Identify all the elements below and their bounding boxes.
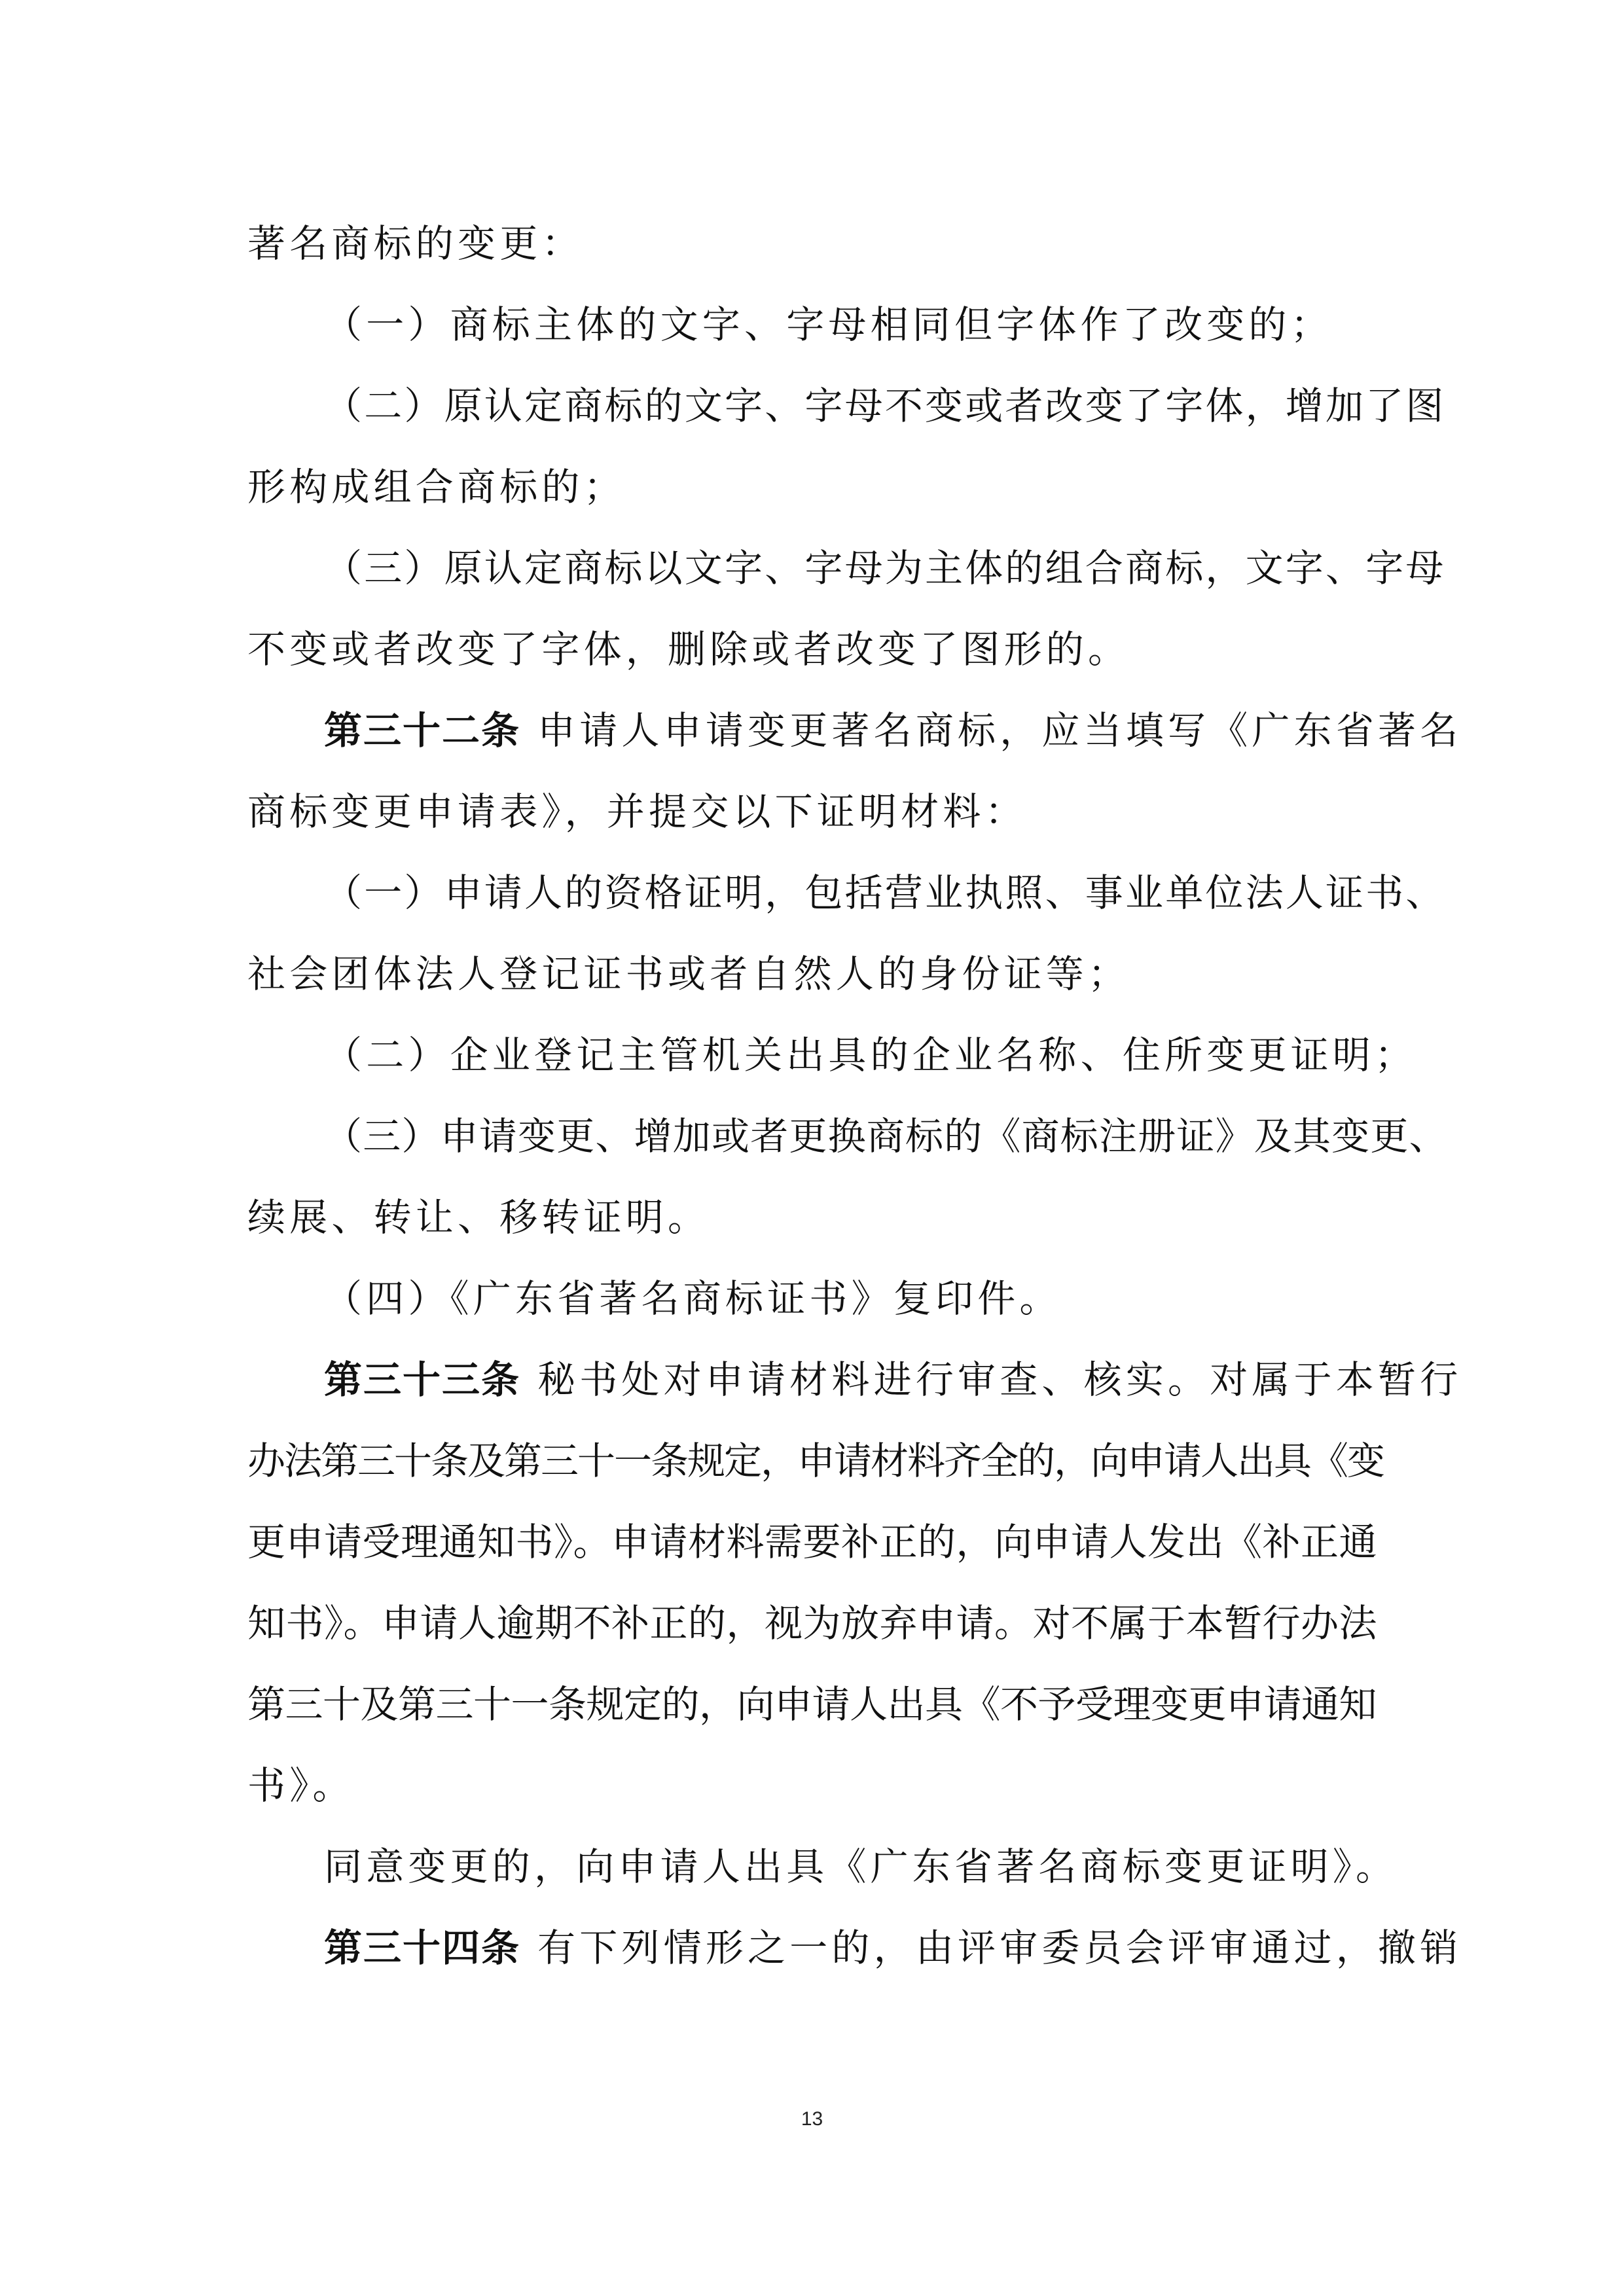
list-item: （三）申请变更、增加或者更换商标的《商标注册证》及其变更、 <box>324 1114 1448 1158</box>
page-number: 13 <box>801 2108 823 2130</box>
list-item: （一）商标主体的文字、字母相同但字体作了改变的； <box>324 302 1333 347</box>
article-text: 秘书处对申请材料进行审查、核实。对属于本暂行 <box>537 1357 1462 1402</box>
article-text: 有下列情形之一的，由评审委员会评审通过，撤销 <box>537 1926 1462 1970</box>
paragraph-line: 第三十及第三十一条规定的，向申请人出具《不予受理变更申请通知 <box>247 1682 1377 1727</box>
paragraph-line: 商标变更申请表》，并提交以下证明材料： <box>247 789 1027 834</box>
article-heading: 第三十二条 <box>324 708 521 753</box>
paragraph-line: 同意变更的，向申请人出具《广东省著名商标变更证明》。 <box>324 1844 1398 1889</box>
list-item: （三）原认定商标以文字、字母为主体的组合商标，文字、字母 <box>324 546 1446 590</box>
paragraph-line: 知书》。申请人逾期不补正的，视为放弃申请。对不属于本暂行办法 <box>247 1601 1378 1645</box>
paragraph-line: 续展、转让、移转证明。 <box>247 1195 710 1240</box>
article-line <box>324 687 1463 774</box>
paragraph-line: 著名商标的变更： <box>247 221 584 266</box>
paragraph-line: 书》。 <box>247 1763 355 1808</box>
article-line <box>324 1336 1463 1423</box>
paragraph-line: 社会团体法人登记证书或者自然人的身份证等； <box>247 952 1130 996</box>
paragraph-line: 形构成组合商标的； <box>247 465 626 509</box>
list-item: （二）原认定商标的文字、字母不变或者改变了字体，增加了图 <box>324 384 1446 428</box>
article-line <box>324 1905 1463 1991</box>
list-item: （一）申请人的资格证明，包括营业执照、事业单位法人证书、 <box>324 870 1446 915</box>
paragraph-line: 更申请受理通知书》。申请材料需要补正的，向申请人发出《补正通 <box>247 1520 1378 1564</box>
paragraph-line: 办法第三十条及第三十一条规定，申请材料齐全的，向申请人出具《变 <box>247 1439 1384 1483</box>
paragraph-line: 不变或者改变了字体，删除或者改变了图形的。 <box>247 627 1130 672</box>
article-heading: 第三十三条 <box>324 1357 521 1402</box>
article-text: 申请人申请变更著名商标，应当填写《广东省著名 <box>537 708 1462 753</box>
list-item: （二）企业登记主管机关出具的企业名称、住所变更证明； <box>324 1033 1417 1077</box>
list-item: （四）《广东省著名商标证书》复印件。 <box>324 1276 1062 1321</box>
article-heading: 第三十四条 <box>324 1926 521 1970</box>
